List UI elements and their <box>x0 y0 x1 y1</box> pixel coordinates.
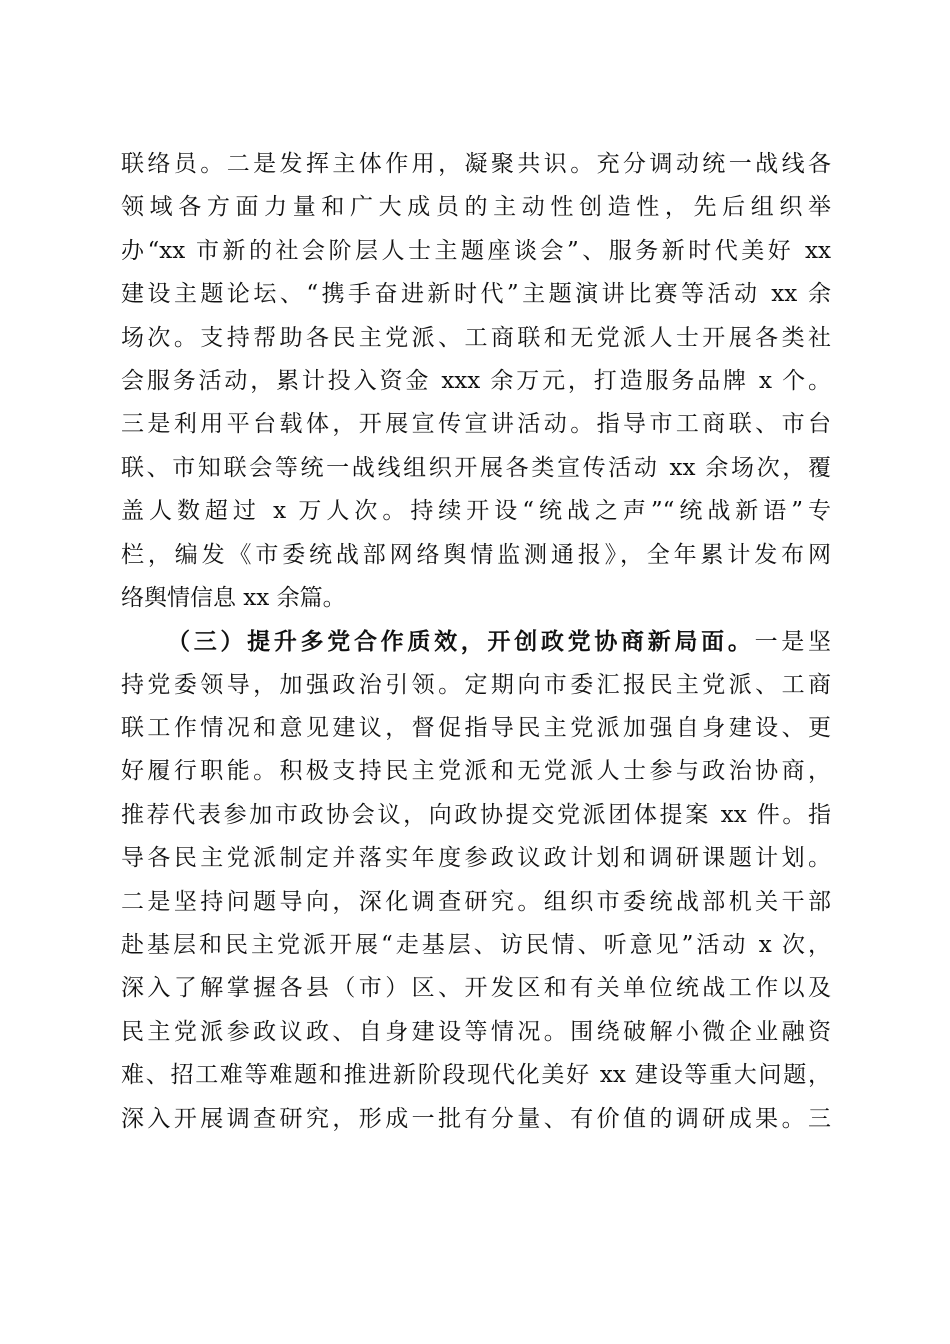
text-line: 持党委领导，加强政治引领。定期向市委汇报民主党派、工商 <box>121 671 831 698</box>
text-line: 导各民主党派制定并落实年度参政议政计划和调研课题计划。 <box>121 845 831 872</box>
text-line: 深入开展调查研究，形成一批有分量、有价值的调研成果。三 <box>121 1105 831 1132</box>
text-line: 好履行职能。积极支持民主党派和无党派人士参与政治协商， <box>121 758 831 785</box>
text-line: 场次。支持帮助各民主党派、工商联和无党派人士开展各类社 <box>121 324 831 351</box>
text-fragment: 一是坚 <box>754 629 832 656</box>
text-line: 二是坚持问题导向，深化调查研究。组织市委统战部机关干部 <box>121 888 831 915</box>
section-heading-line <box>121 620 831 663</box>
text-line: 民主党派参政议政、自身建设等情况。围绕破解小微企业融资 <box>121 1018 831 1045</box>
text-line: 领域各方面力量和广大成员的主动性创造性，先后组织举 <box>121 194 831 221</box>
document-body <box>121 143 831 1141</box>
text-line: 三是利用平台载体，开展宣传宣讲活动。指导市工商联、市台 <box>121 411 831 438</box>
text-line: 盖人数超过 x 万人次。持续开设“统战之声”“统战新语”专 <box>121 498 831 525</box>
text-line: 推荐代表参加市政协会议，向政协提交党派团体提案 xx 件。指 <box>121 801 831 828</box>
section-heading: （三）提升多党合作质效，开创政党协商新局面。 <box>167 628 755 656</box>
text-line: 络舆情信息 xx 余篇。 <box>121 584 346 611</box>
text-line: 联工作情况和意见建议，督促指导民主党派加强自身建设、更 <box>121 715 831 742</box>
text-line: 栏，编发《市委统战部网络舆情监测通报》，全年累计发布网 <box>121 541 831 568</box>
text-line: 难、招工难等难题和推进新阶段现代化美好 xx 建设等重大问题， <box>121 1062 831 1089</box>
text-line: 会服务活动，累计投入资金 xxx 余万元，打造服务品牌 x 个。 <box>121 367 831 394</box>
text-line: 联、市知联会等统一战线组织开展各类宣传活动 xx 余场次，覆 <box>121 454 831 481</box>
text-line: 深入了解掌握各县（市）区、开发区和有关单位统战工作以及 <box>121 975 831 1002</box>
text-line: 建设主题论坛、“携手奋进新时代”主题演讲比赛等活动 xx 余 <box>121 281 831 308</box>
text-line: 办“xx 市新的社会阶层人士主题座谈会”、服务新时代美好 xx <box>121 237 831 264</box>
text-line: 联络员。二是发挥主体作用，凝聚共识。充分调动统一战线各 <box>121 151 831 177</box>
text-line: 赴基层和民主党派开展“走基层、访民情、听意见”活动 x 次， <box>121 932 831 959</box>
